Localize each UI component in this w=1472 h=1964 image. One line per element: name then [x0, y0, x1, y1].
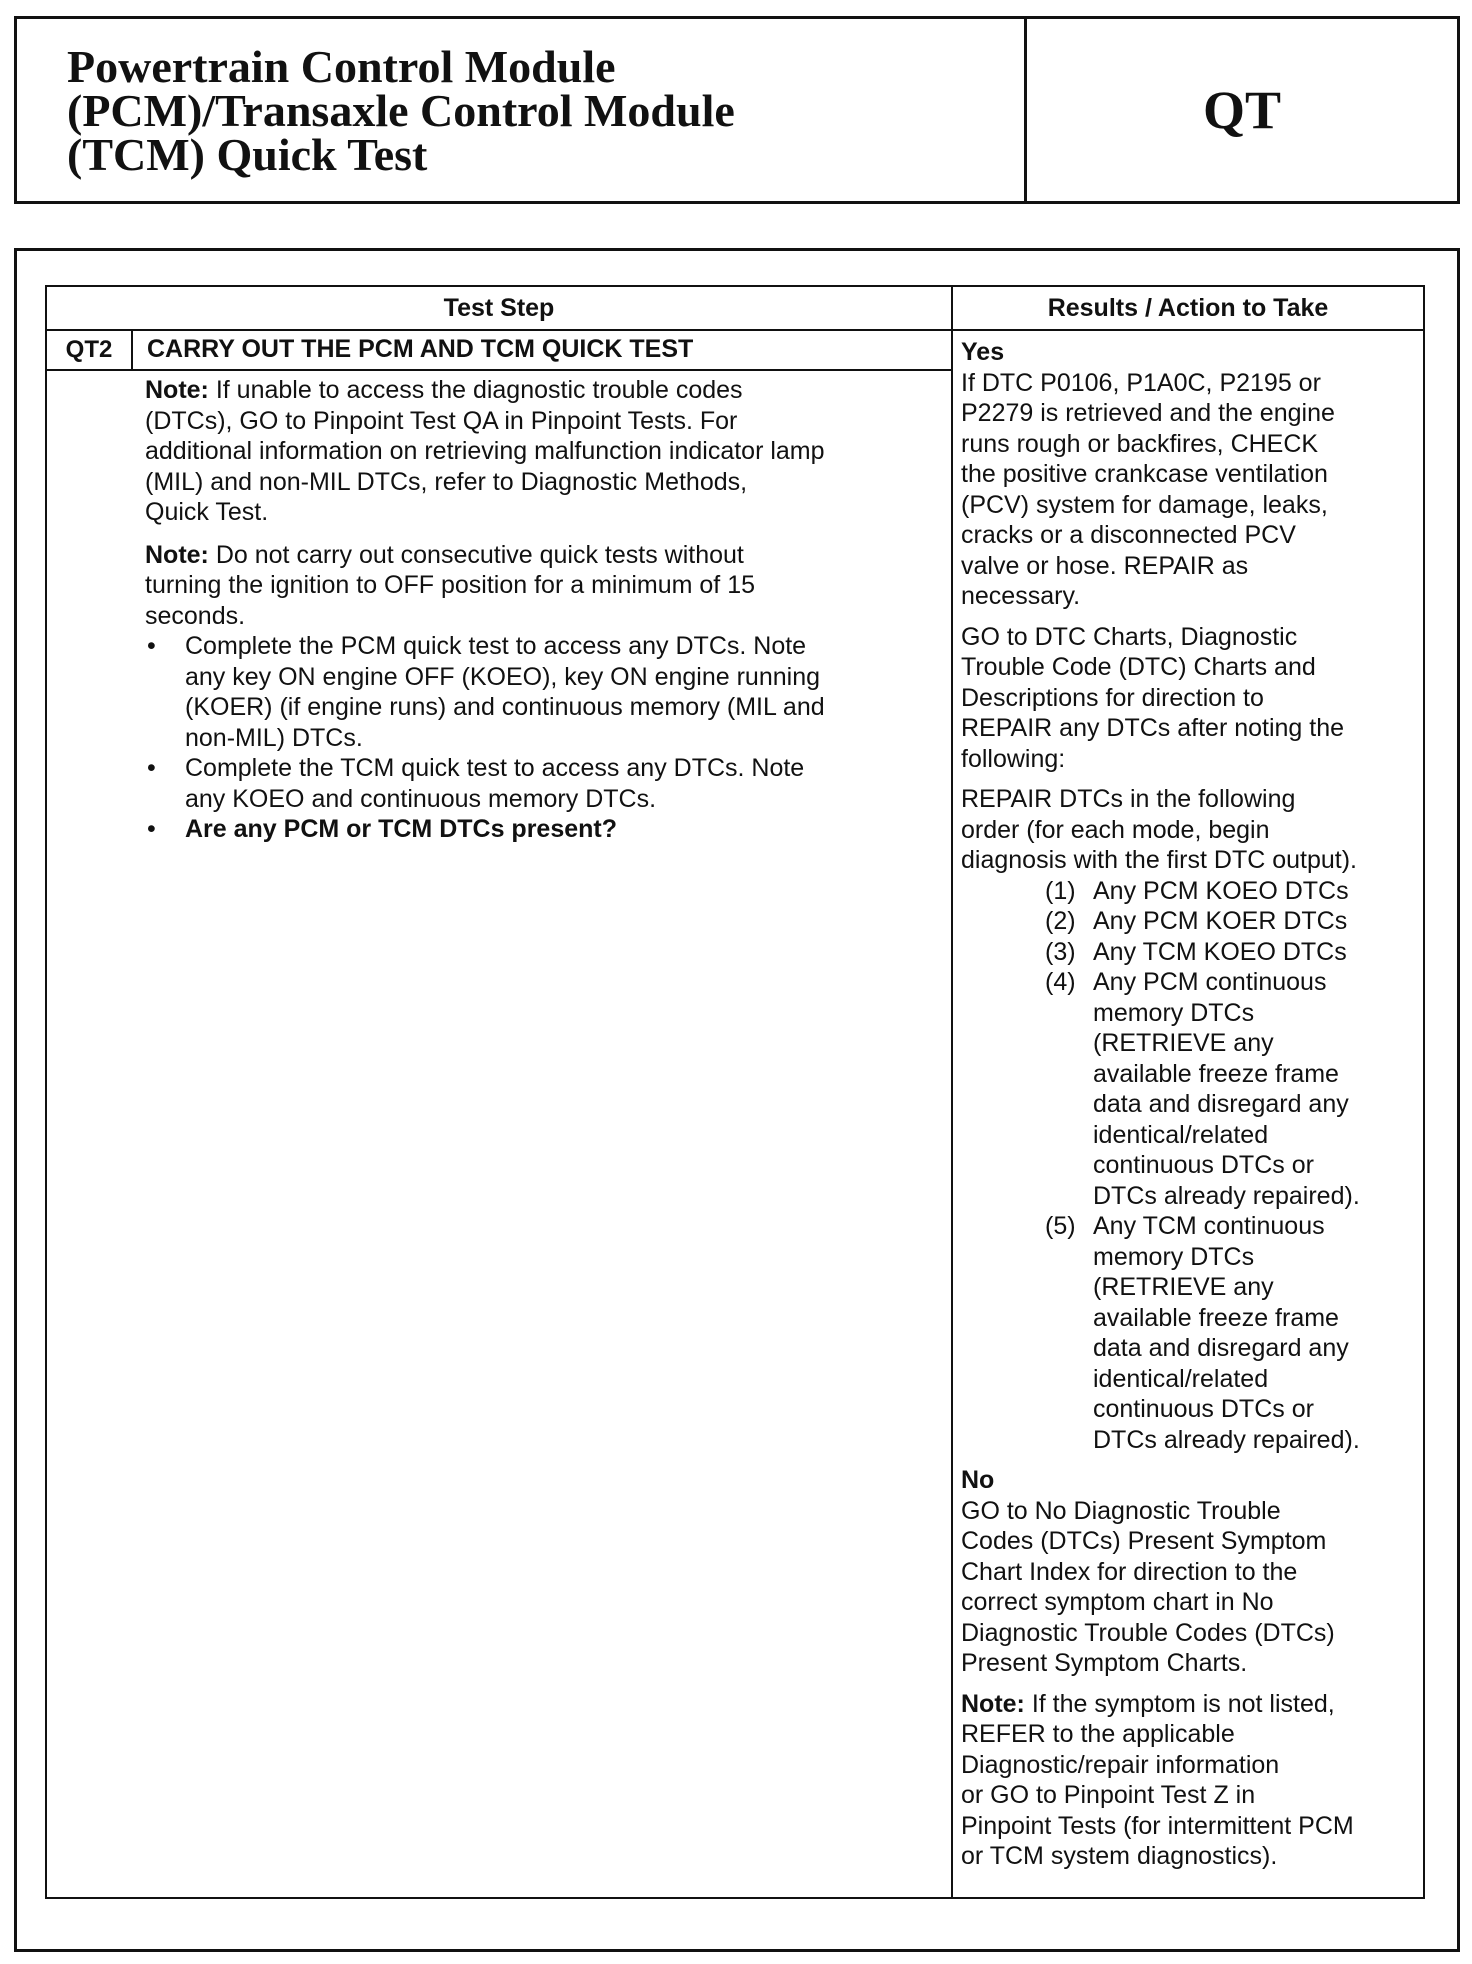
yes-line: (PCV) system for damage, leaks, — [961, 490, 1328, 519]
item-line: identical/related — [1093, 1120, 1269, 1149]
step-body — [145, 375, 945, 845]
results-column — [961, 337, 1421, 1872]
step-bullet-list — [145, 631, 945, 845]
goto-line: REPAIR any DTCs after noting the — [961, 714, 1345, 742]
no-line: GO to No Diagnostic Trouble — [961, 1496, 1281, 1525]
yes-line: runs rough or backfires, CHECK — [961, 429, 1319, 458]
yes-line: the positive crankcase ventilation — [961, 460, 1328, 488]
list-item — [145, 814, 945, 845]
note-line: Diagnostic/repair information — [961, 1750, 1280, 1779]
page-header — [14, 16, 1460, 204]
note-2-line: Do not carry out consecutive quick tests without — [208, 540, 744, 569]
note-2-line: turning the ignition to OFF position for a minimum of 15 — [145, 571, 756, 599]
bullet-line: (KOER) (if engine runs) and continuous memory (MIL and — [185, 693, 825, 721]
item-line: data and disregard any — [1093, 1090, 1349, 1118]
yes-line: necessary. — [961, 582, 1081, 610]
no-line: Present Symptom Charts. — [961, 1649, 1248, 1677]
note-1-line: (MIL) and non-MIL DTCs, refer to Diagnostic Methods, — [145, 467, 748, 496]
goto-line: Trouble Code (DTC) Charts and — [961, 653, 1316, 681]
note-1-line: Quick Test. — [145, 498, 269, 526]
section-code: QT — [1202, 80, 1282, 140]
bullet-icon: • — [147, 754, 156, 782]
item-line: (RETRIEVE any — [1093, 1273, 1274, 1301]
goto-line: Descriptions for direction to — [961, 683, 1264, 712]
item-line: Any PCM KOEO DTCs — [1093, 876, 1349, 905]
step-id: QT2 — [47, 331, 133, 371]
yes-line: cracks or a disconnected PCV — [961, 521, 1296, 549]
results-note-label: Note: — [961, 1689, 1025, 1718]
item-line: available freeze frame — [1093, 1303, 1339, 1332]
item-line: available freeze frame — [1093, 1059, 1339, 1088]
note-1-label: Note: — [145, 376, 209, 404]
bullet-line: any KOEO and continuous memory DTCs. — [185, 784, 657, 813]
no-line: Codes (DTCs) Present Symptom — [961, 1527, 1327, 1555]
repair-order — [961, 784, 1421, 876]
item-number: (3) — [1045, 937, 1076, 966]
no-line: correct symptom chart in No — [961, 1588, 1274, 1616]
bullet-icon: • — [147, 815, 156, 843]
column-divider — [951, 287, 953, 1897]
order-line: REPAIR DTCs in the following — [961, 785, 1296, 813]
step-title: CARRY OUT THE PCM AND TCM QUICK TEST — [147, 335, 694, 363]
note-line: or TCM system diagnostics). — [961, 1842, 1278, 1870]
list-item — [961, 1211, 1421, 1455]
bullet-line: any key ON engine OFF (KOEO), key ON engine running — [185, 662, 820, 691]
list-item — [961, 906, 1421, 937]
note-1-line: (DTCs), GO to Pinpoint Test QA in Pinpoint Tests. For — [145, 406, 738, 435]
step-question: Are any PCM or TCM DTCs present? — [185, 815, 618, 843]
list-item — [145, 631, 945, 753]
goto-line: GO to DTC Charts, Diagnostic — [961, 622, 1298, 651]
note-1-line: If unable to access the diagnostic trouble codes — [208, 376, 743, 404]
bullet-line: Complete the PCM quick test to access any DTCs. Note — [185, 632, 807, 660]
order-line: order (for each mode, begin — [961, 815, 1270, 844]
title-line-1: Powertrain Control Module — [67, 41, 616, 92]
item-line: Any TCM KOEO DTCs — [1093, 937, 1347, 966]
note-2-line: seconds. — [145, 601, 246, 630]
note-1-line: additional information on retrieving malfunction indicator lamp — [145, 437, 825, 465]
note-line: If the symptom is not listed, — [1024, 1689, 1335, 1718]
title-line-2: (PCM)/Transaxle Control Module — [67, 85, 735, 136]
item-number: (1) — [1045, 876, 1076, 905]
item-number: (4) — [1045, 968, 1076, 996]
yes-line: P2279 is retrieved and the engine — [961, 399, 1335, 427]
item-line: memory DTCs — [1093, 1242, 1255, 1271]
bullet-icon: • — [147, 632, 156, 660]
note-2-label: Note: — [145, 540, 209, 569]
no-label: No — [961, 1466, 995, 1494]
note-2 — [145, 540, 945, 632]
order-line: diagnosis with the first DTC output). — [961, 846, 1357, 874]
test-table — [45, 285, 1425, 1899]
no-text — [961, 1496, 1421, 1679]
goto-line: following: — [961, 744, 1066, 773]
item-line: Any TCM continuous — [1093, 1212, 1325, 1240]
goto-dtc-charts — [961, 622, 1421, 775]
yes-text — [961, 368, 1421, 612]
note-line: Pinpoint Tests (for intermittent PCM — [961, 1811, 1354, 1840]
bullet-line: non-MIL) DTCs. — [185, 723, 363, 752]
results-note — [961, 1689, 1421, 1872]
page-title — [17, 19, 1027, 201]
column-header-test-step: Test Step — [443, 293, 555, 322]
item-line: Any PCM continuous — [1093, 968, 1327, 996]
step-title-row — [133, 331, 951, 371]
no-line: Chart Index for direction to the — [961, 1557, 1298, 1586]
repair-order-list — [961, 876, 1421, 1456]
item-line: Any PCM KOER DTCs — [1093, 907, 1348, 935]
item-line: data and disregard any — [1093, 1334, 1349, 1362]
list-item — [961, 967, 1421, 1211]
note-line: or GO to Pinpoint Test Z in — [961, 1781, 1256, 1809]
yes-label: Yes — [961, 338, 1005, 366]
list-item — [961, 876, 1421, 907]
item-line: continuous DTCs or — [1093, 1151, 1314, 1179]
item-line: continuous DTCs or — [1093, 1395, 1314, 1423]
bullet-line: Complete the TCM quick test to access any DTCs. Note — [185, 754, 805, 782]
item-number: (2) — [1045, 907, 1076, 935]
list-item — [961, 937, 1421, 968]
list-item — [145, 753, 945, 814]
item-number: (5) — [1045, 1212, 1076, 1240]
item-line: memory DTCs — [1093, 998, 1255, 1027]
yes-line: valve or hose. REPAIR as — [961, 551, 1249, 580]
item-line: (RETRIEVE any — [1093, 1029, 1274, 1057]
item-line: DTCs already repaired). — [1093, 1181, 1360, 1210]
note-line: REFER to the applicable — [961, 1720, 1235, 1748]
note-1 — [145, 375, 945, 528]
no-line: Diagnostic Trouble Codes (DTCs) — [961, 1618, 1335, 1647]
column-header-results: Results / Action to Take — [1047, 293, 1329, 322]
item-line: identical/related — [1093, 1364, 1269, 1393]
content-frame — [14, 248, 1460, 1952]
item-line: DTCs already repaired). — [1093, 1425, 1360, 1454]
title-line-3: (TCM) Quick Test — [67, 129, 428, 180]
yes-line: If DTC P0106, P1A0C, P2195 or — [961, 368, 1321, 397]
